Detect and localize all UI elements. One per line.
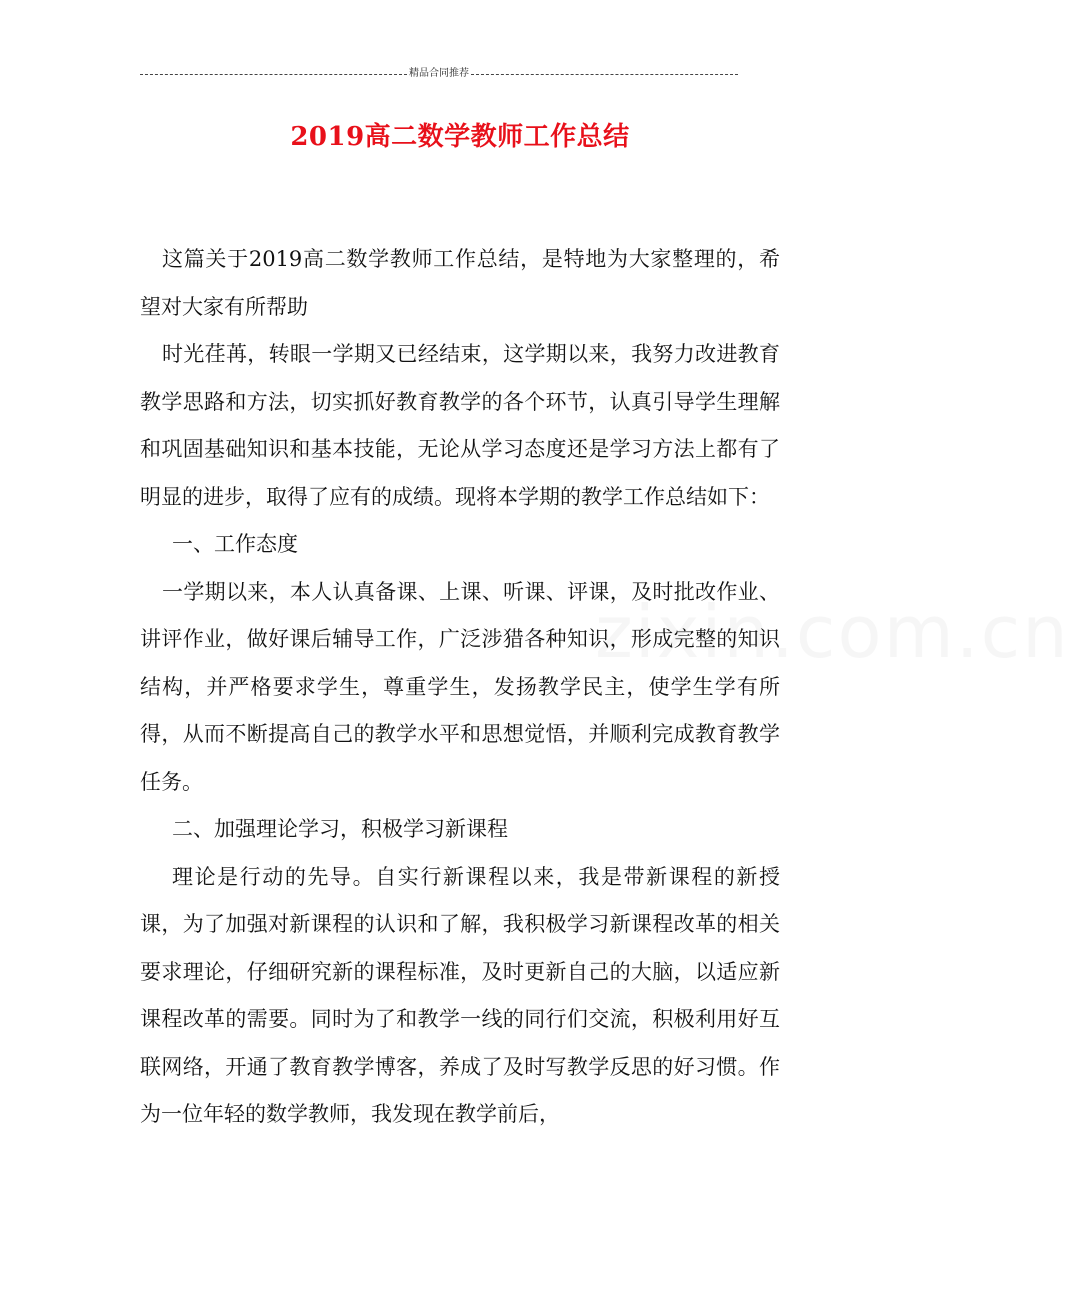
header-dash-left bbox=[140, 74, 407, 75]
document-title: 2019高二数学教师工作总结 bbox=[290, 122, 630, 152]
body-paragraph: 一学期以来，本人认真备课、上课、听课、评课，及时批改作业、讲评作业，做好课后辅导工作，广泛涉猎各种知识，形成完整的知识结构，并严格要求学生，尊重学生，发扬教学民主，使学生学有所得，从而不断提高自己的教学水平和思想觉悟，并顺利完成教育教学任务。 bbox=[140, 579, 780, 794]
page-header bbox=[140, 66, 738, 82]
body-paragraph: 理论是行动的先导。自实行新课程以来，我是带新课程的新授课，为了加强对新课程的认识和了解，我积极学习新课程改革的相关要求理论，仔细研究新的课程标准，及时更新自己的大脑，以适应新课程改革的需要。同时为了和教学一线的同行们交流，积极利用好互联网络，开通了教育教学博客，养成了及时写教学反思的好习惯。作为一位年轻的数学教师，我发现在教学前后， bbox=[140, 864, 780, 1126]
section-heading-2: 二、加强理论学习，积极学习新课程 bbox=[172, 817, 508, 841]
header-label: 精品合同推荐 bbox=[409, 68, 469, 79]
body-paragraph: 时光荏苒，转眼一学期又已经结束，这学期以来，我努力改进教育教学思路和方法，切实抓好教育教学的各个环节，认真引导学生理解和巩固基础知识和基本技能，无论从学习态度还是学习方法上都有了明显的进步，取得了应有的成绩。现将本学期的教学工作总结如下： bbox=[140, 342, 780, 509]
document-body bbox=[140, 236, 780, 1139]
intro-paragraph: 这篇关于2019高二数学教师工作总结，是特地为大家整理的，希望对大家有所帮助 bbox=[140, 247, 780, 319]
section-heading-1: 一、工作态度 bbox=[172, 532, 298, 556]
watermark: zixin.com.cn bbox=[595, 590, 1070, 674]
header-dash-right bbox=[471, 74, 738, 75]
